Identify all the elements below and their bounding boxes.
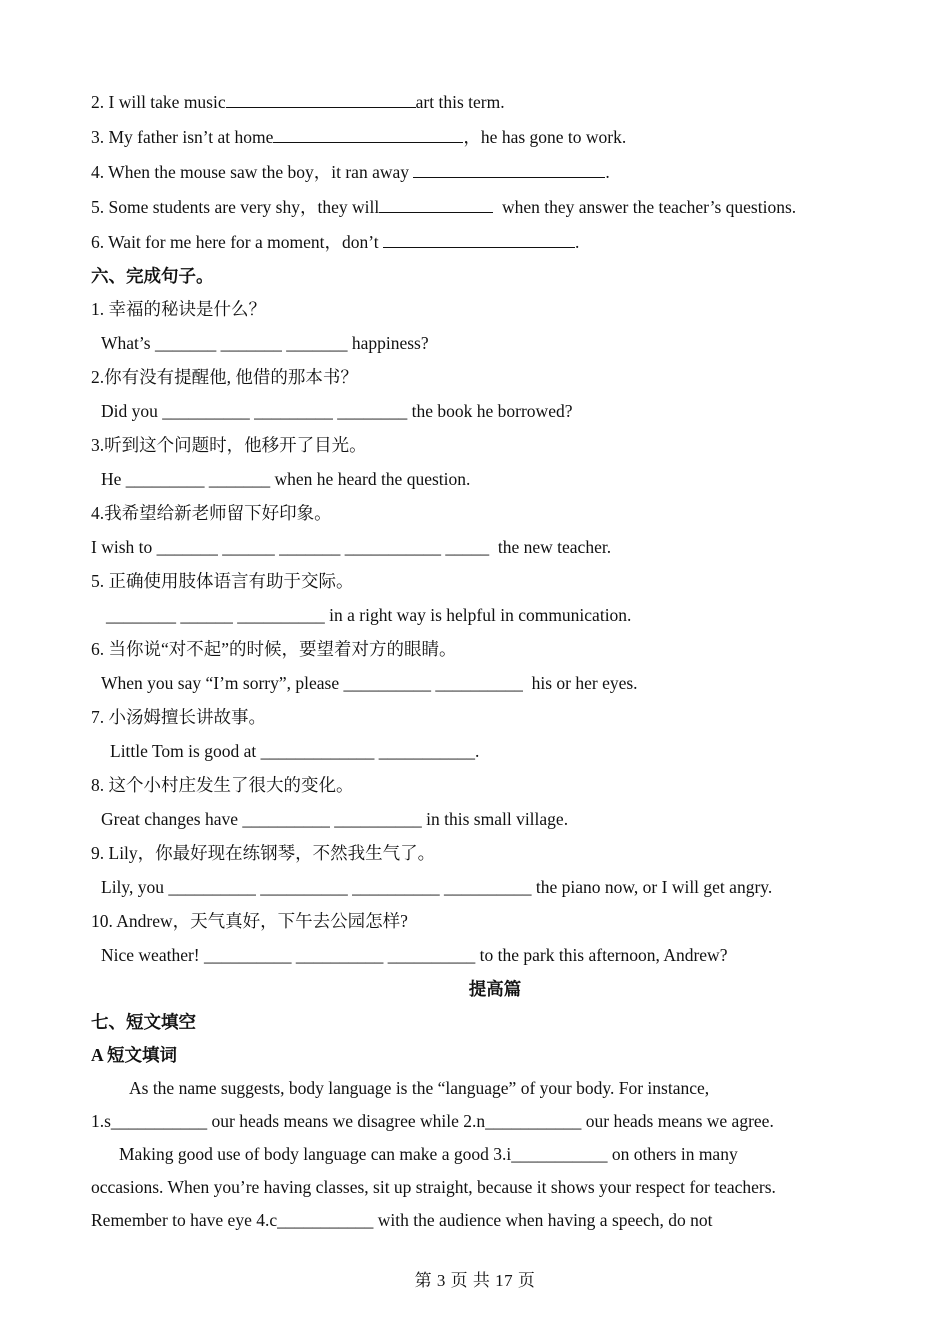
section5-item-2 <box>91 91 505 113</box>
section6-item-1-cn: 1. 幸福的秘诀是什么？ <box>91 299 266 319</box>
section5-item-6 <box>91 231 579 253</box>
answer-blank[interactable] <box>273 126 463 143</box>
item-text: 6. Wait for me here for a moment，don’t <box>91 232 383 252</box>
passage-line-4: occasions. When you’re having classes, sit up straight, because it shows your respect for teachers. <box>91 1177 776 1197</box>
section6-item-10-en[interactable]: Nice weather! __________ __________ __________ to the park this afternoon, Andrew? <box>101 945 728 965</box>
section6-item-8-cn: 8. 这个小村庄发生了很大的变化。 <box>91 775 354 795</box>
item-text: 2. I will take music <box>91 92 226 112</box>
item-text: . <box>605 162 610 182</box>
item-text: ，he has gone to work. <box>463 127 627 147</box>
section6-item-6-en[interactable]: When you say “I’m sorry”, please __________ __________ his or her eyes. <box>101 673 638 693</box>
section6-item-10-cn: 10. Andrew，天气真好，下午去公园怎样? <box>91 911 408 931</box>
section6-item-9-en[interactable]: Lily, you __________ __________ __________ __________ the piano now, or I will get angry. <box>101 877 773 897</box>
page-footer: 第 3 页 共 17 页 <box>414 1271 536 1290</box>
section6-item-7-cn: 7. 小汤姆擅长讲故事。 <box>91 707 266 727</box>
passage-line-2[interactable]: 1.s___________ our heads means we disagree while 2.n___________ our heads means we agree. <box>91 1111 774 1131</box>
section6-item-4-cn: 4.我希望给新老师留下好印象。 <box>91 503 332 523</box>
answer-blank[interactable] <box>413 161 605 178</box>
section6-item-9-cn: 9. Lily，你最好现在练钢琴，不然我生气了。 <box>91 843 436 863</box>
section6-item-2-cn: 2.你有没有提醒他, 他借的那本书？ <box>91 367 358 387</box>
section5-item-4 <box>91 161 610 183</box>
item-text: 5. Some students are very shy，they will <box>91 197 380 217</box>
section6-item-1-en[interactable]: What’s _______ _______ _______ happiness? <box>101 333 429 353</box>
section6-heading: 六、完成句子。 <box>91 266 214 286</box>
section6-item-3-cn: 3.听到这个问题时，他移开了目光。 <box>91 435 367 455</box>
section6-item-7-en[interactable]: Little Tom is good at _____________ ___________. <box>110 741 480 761</box>
passage-line-1: As the name suggests, body language is the “language” of your body. For instance, <box>129 1078 710 1098</box>
answer-blank[interactable] <box>226 91 416 108</box>
section7-subheading: A 短文填词 <box>91 1045 178 1065</box>
passage-line-5[interactable]: Remember to have eye 4.c___________ with the audience when having a speech, do not <box>91 1210 713 1230</box>
section5-item-3 <box>91 126 626 148</box>
section6-item-5-en[interactable]: ________ ______ __________ in a right way is helpful in communication. <box>106 605 632 625</box>
section6-item-5-cn: 5. 正确使用肢体语言有助于交际。 <box>91 571 354 591</box>
item-text: . <box>574 232 580 252</box>
section6-item-2-en[interactable]: Did you __________ _________ ________ the book he borrowed? <box>101 401 573 421</box>
section6-item-4-en[interactable]: I wish to _______ ______ _______ ___________ _____ the new teacher. <box>91 537 612 557</box>
section6-item-3-en[interactable]: He _________ _______ when he heard the question. <box>101 469 471 489</box>
section7-heading: 七、短文填空 <box>91 1012 196 1032</box>
item-text: 4. When the mouse saw the boy，it ran away <box>91 162 414 182</box>
answer-blank[interactable] <box>379 196 493 213</box>
item-text: 3. My father isn’t at home <box>91 127 274 147</box>
item-text: art this term. <box>415 92 505 112</box>
section6-item-8-en[interactable]: Great changes have __________ __________ in this small village. <box>101 809 569 829</box>
section6-item-6-cn: 6. 当你说“对不起”的时候，要望着对方的眼睛。 <box>91 639 457 659</box>
advanced-part-title: 提高篇 <box>468 979 522 999</box>
item-text: when they answer the teacher’s questions. <box>493 197 797 217</box>
passage-line-3[interactable]: Making good use of body language can make a good 3.i___________ on others in many <box>119 1144 738 1164</box>
section5-item-5 <box>91 196 796 218</box>
answer-blank[interactable] <box>383 231 575 248</box>
